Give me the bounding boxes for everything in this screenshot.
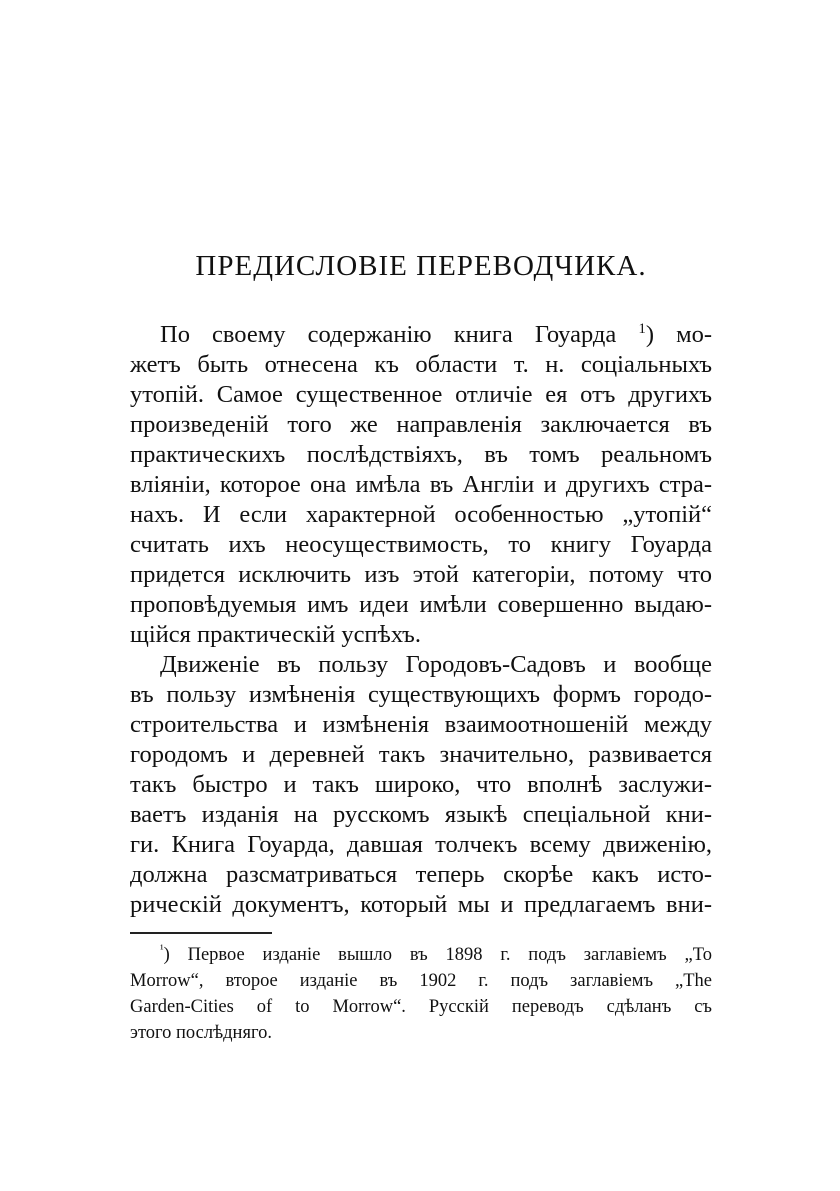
text-line: проповѣдуемыя имъ идеи имѣли совершенно выдаю- [130, 591, 712, 618]
page-title: ПРЕДИСЛОВІЕ ПЕРЕВОДЧИКА. [195, 250, 647, 282]
text-line: практическихъ послѣдствіяхъ, въ томъ реальномъ [130, 441, 712, 468]
footnote-line: Morrow“, второе изданіе въ 1902 г. подъ заглавіемъ „The [130, 971, 712, 991]
text-line: вліяніи, которое она имѣла въ Англіи и другихъ стра- [130, 471, 712, 498]
text-line: утопій. Самое существенное отличіе ея отъ другихъ [130, 381, 712, 408]
text-line: такъ быстро и такъ широко, что вполнѣ заслужи- [130, 771, 712, 798]
text-line [130, 320, 712, 350]
footnote-separator [130, 932, 272, 934]
footnote-line [130, 942, 712, 968]
footnote-reference: 1 [638, 320, 646, 337]
footnote-marker: ¹ [160, 941, 164, 956]
text-line: придется исключить изъ этой категоріи, потому что [130, 561, 712, 588]
text-line: должна разсматриваться теперь скорѣе какъ исто- [130, 861, 712, 888]
text-line: Движеніе въ пользу Городовъ-Садовъ и вообще [160, 651, 712, 678]
footnote-line: этого послѣдняго. [130, 1023, 272, 1043]
text-line: нахъ. И если характерной особенностью „утопій“ [130, 501, 712, 528]
text-line: щійся практическій успѣхъ. [130, 621, 421, 648]
text-line: строительства и измѣненія взаимоотношеній между [130, 711, 712, 738]
text-line: въ пользу измѣненія существующихъ формъ городо- [130, 681, 712, 708]
text-line: ваетъ изданія на русскомъ языкѣ спеціальной кни- [130, 801, 712, 828]
text-line: жетъ быть отнесена къ области т. н. соціальныхъ [130, 351, 712, 378]
text-line: произведеній того же направленія заключается въ [130, 411, 712, 438]
footnote-line: Garden-Cities of to Morrow“. Русскій переводъ сдѣланъ съ [130, 997, 712, 1017]
text-fragment: ) мо- [645, 321, 712, 348]
text-line: рическій документъ, который мы и предлагаемъ вни- [130, 891, 712, 918]
text-line: городомъ и деревней такъ значительно, развивается [130, 741, 712, 768]
text-fragment: По своему содержанію книга Гоуарда [160, 321, 639, 348]
text-fragment: ) Первое изданіе вышло въ 1898 г. подъ заглавіемъ „To [163, 945, 712, 965]
text-line: ги. Книга Гоуарда, давшая толчекъ всему движенію, [130, 831, 712, 858]
text-line: считать ихъ неосуществимость, то книгу Гоуарда [130, 531, 712, 558]
